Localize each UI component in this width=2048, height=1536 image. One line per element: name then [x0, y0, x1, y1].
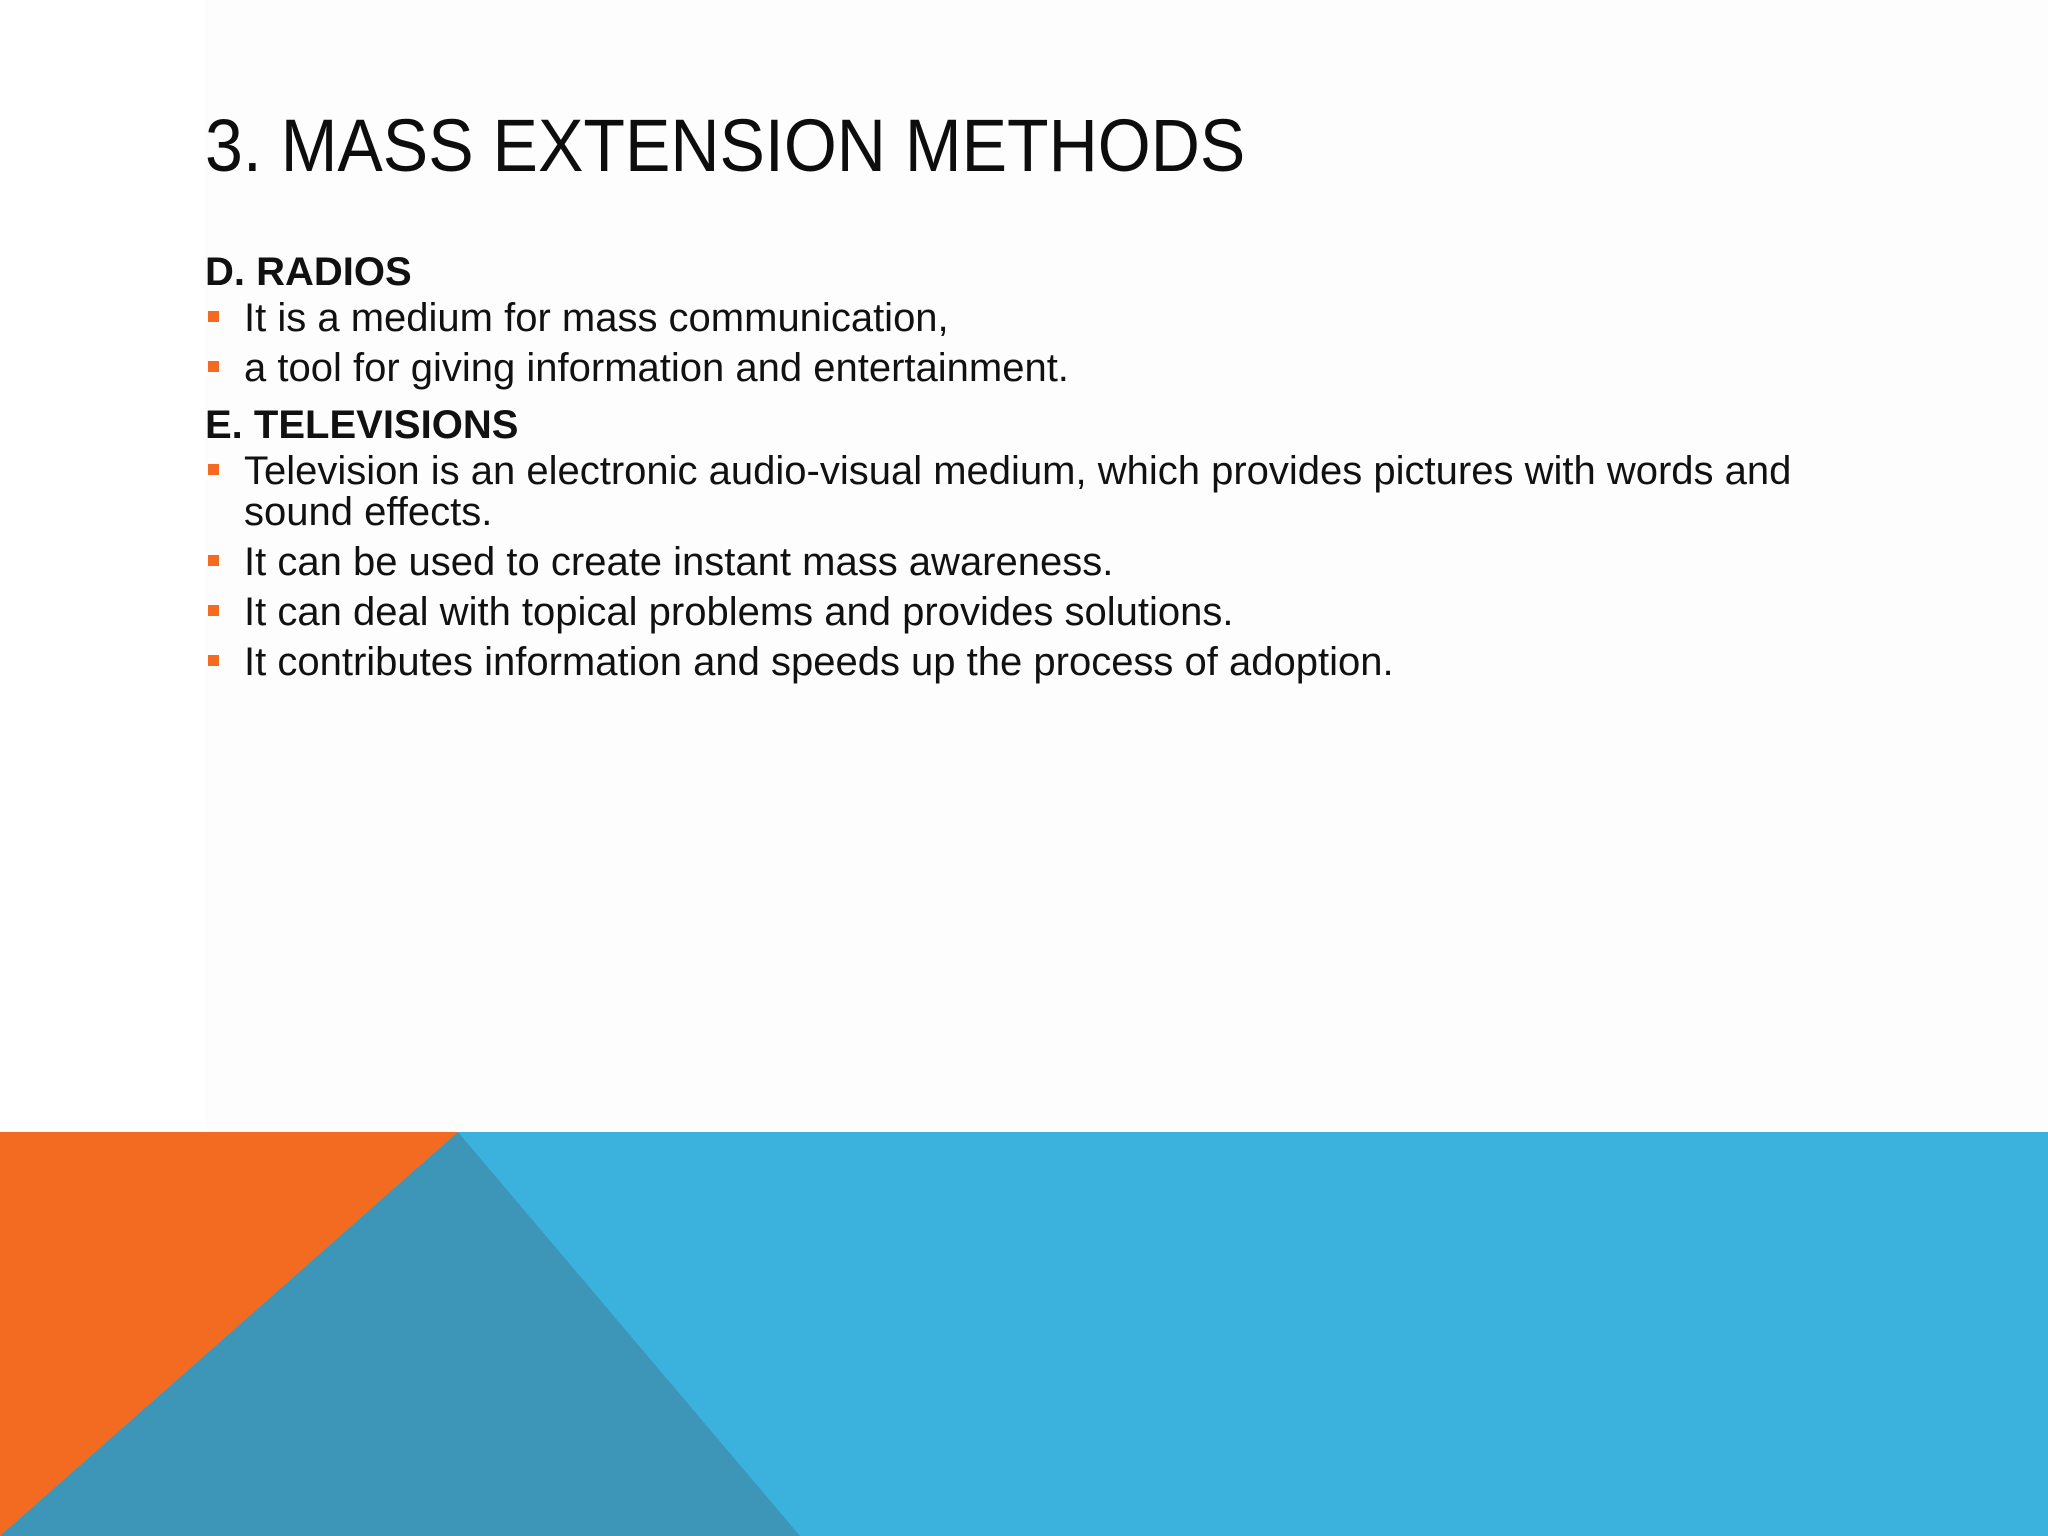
bullet-text: Television is an electronic audio-visual medium, which provides pictures with words and sound effects.	[244, 449, 1792, 534]
footer-decoration	[0, 1132, 2048, 1536]
bullet-list-televisions	[205, 451, 1825, 683]
list-item	[205, 451, 1825, 533]
square-bullet-icon	[208, 655, 219, 666]
bullet-text: It can be used to create instant mass awareness.	[244, 540, 1114, 584]
list-item	[205, 348, 1825, 389]
section-televisions	[205, 401, 1825, 683]
list-item	[205, 298, 1825, 339]
square-bullet-icon	[208, 361, 219, 372]
slide-body	[205, 248, 1825, 692]
square-bullet-icon	[208, 555, 219, 566]
bullet-text: It contributes information and speeds up the process of adoption.	[244, 640, 1394, 684]
square-bullet-icon	[208, 605, 219, 616]
square-bullet-icon	[208, 311, 219, 322]
section-heading-televisions: E. TELEVISIONS	[205, 403, 519, 447]
bullet-text: a tool for giving information and entertainment.	[244, 346, 1069, 390]
square-bullet-icon	[208, 464, 219, 475]
slide-title: 3. MASS EXTENSION METHODS	[205, 104, 1246, 187]
list-item	[205, 542, 1825, 583]
list-item	[205, 592, 1825, 633]
list-item	[205, 642, 1825, 683]
bullet-text: It can deal with topical problems and provides solutions.	[244, 590, 1234, 634]
bullet-text: It is a medium for mass communication,	[244, 296, 949, 340]
section-radios	[205, 248, 1825, 389]
section-heading-radios: D. RADIOS	[205, 250, 412, 294]
bullet-list-radios	[205, 298, 1825, 389]
